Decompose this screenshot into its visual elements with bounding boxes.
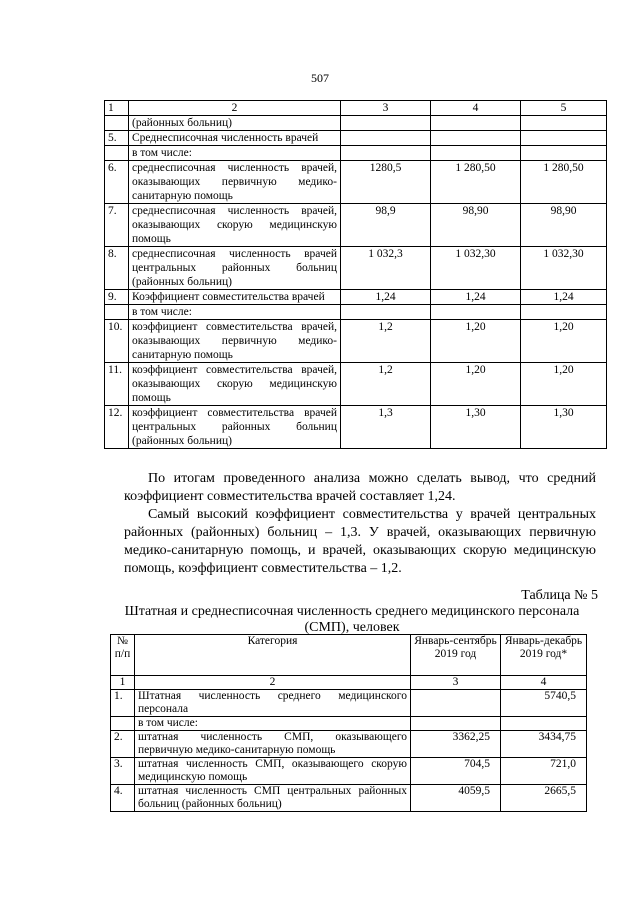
staff-table-doctors <box>104 100 607 449</box>
row-value: 1,24 <box>341 290 431 305</box>
table-title: Штатная и среднесписочная численность среднего медицинского персонала (СМП), человек <box>124 604 580 635</box>
row-value <box>431 116 521 131</box>
table-row <box>105 290 607 305</box>
row-category: Коэффициент совместительства врачей <box>129 290 341 305</box>
row-value: 4059,5 <box>411 785 501 812</box>
row-value: 1,20 <box>521 320 607 363</box>
header-category: Категория <box>135 635 411 676</box>
row-value <box>341 305 431 320</box>
conclusion-paragraph: По итогам проведенного анализа можно сделать вывод, что средний коэффициент совместительства врачей составляет 1,24. <box>124 471 596 504</box>
row-number <box>111 717 135 731</box>
row-category: среднесписочная численность врачей, оказывающих первичную медико-санитарную помощь <box>129 161 341 204</box>
row-value <box>521 131 607 146</box>
col-index: 4 <box>431 101 521 116</box>
col-index: 4 <box>501 676 587 690</box>
row-value <box>431 305 521 320</box>
row-value: 1,3 <box>341 406 431 449</box>
col-index: 2 <box>129 101 341 116</box>
row-value: 1 032,30 <box>521 247 607 290</box>
col-index: 1 <box>105 101 129 116</box>
row-value: 1,20 <box>431 320 521 363</box>
row-value: 5740,5 <box>501 690 587 717</box>
row-category: в том числе: <box>135 717 411 731</box>
row-number: 11. <box>105 363 129 406</box>
row-number <box>105 305 129 320</box>
row-value: 98,9 <box>341 204 431 247</box>
table-header-row <box>111 635 587 676</box>
row-value: 1 280,50 <box>431 161 521 204</box>
row-value: 98,90 <box>521 204 607 247</box>
table-row <box>105 116 607 131</box>
row-category: штатная численность СМП центральных районных больниц (районных больниц) <box>135 785 411 812</box>
row-value: 1,30 <box>431 406 521 449</box>
row-category: штатная численность СМП, оказывающего скорую медицинскую помощь <box>135 758 411 785</box>
row-value: 98,90 <box>431 204 521 247</box>
row-value <box>521 305 607 320</box>
row-number: 2. <box>111 731 135 758</box>
row-number <box>105 146 129 161</box>
table-row <box>105 204 607 247</box>
row-category: штатная численность СМП, оказывающего первичную медико-санитарную помощь <box>135 731 411 758</box>
table-row <box>111 785 587 812</box>
col-index: 3 <box>411 676 501 690</box>
row-number: 7. <box>105 204 129 247</box>
row-value: 1,20 <box>521 363 607 406</box>
row-value: 704,5 <box>411 758 501 785</box>
header-period-sep: Январь-сентябрь 2019 год <box>411 635 501 676</box>
table-number: Таблица № 5 <box>521 588 598 603</box>
table-row <box>111 758 587 785</box>
row-value: 2665,5 <box>501 785 587 812</box>
table-row <box>105 146 607 161</box>
row-value: 1 280,50 <box>521 161 607 204</box>
table-row <box>105 131 607 146</box>
row-value <box>411 690 501 717</box>
row-number: 4. <box>111 785 135 812</box>
row-number: 12. <box>105 406 129 449</box>
staff-table-nurses <box>110 634 587 812</box>
row-category: коэффициент совместительства врачей, оказывающих скорую медицинскую помощь <box>129 363 341 406</box>
row-value: 1 032,3 <box>341 247 431 290</box>
row-number <box>105 116 129 131</box>
row-value <box>411 717 501 731</box>
row-value: 1,2 <box>341 320 431 363</box>
row-category: Среднесписочная численность врачей <box>129 131 341 146</box>
table-header-row <box>105 101 607 116</box>
table-row <box>105 406 607 449</box>
row-value: 1280,5 <box>341 161 431 204</box>
row-category: в том числе: <box>129 305 341 320</box>
col-index: 2 <box>135 676 411 690</box>
col-index: 3 <box>341 101 431 116</box>
table-row <box>105 305 607 320</box>
col-index: 5 <box>521 101 607 116</box>
row-value <box>341 131 431 146</box>
row-category: в том числе: <box>129 146 341 161</box>
table-row <box>105 320 607 363</box>
header-number: № п/п <box>111 635 135 676</box>
row-value: 1 032,30 <box>431 247 521 290</box>
row-category: (районных больниц) <box>129 116 341 131</box>
row-value: 1,24 <box>521 290 607 305</box>
row-category: коэффициент совместительства врачей, оказывающих первичную медико-санитарную помощь <box>129 320 341 363</box>
table-row <box>111 690 587 717</box>
row-number: 5. <box>105 131 129 146</box>
row-value <box>521 116 607 131</box>
row-category: среднесписочная численность врачей центральных районных больниц (районных больниц) <box>129 247 341 290</box>
row-number: 6. <box>105 161 129 204</box>
table-row <box>111 731 587 758</box>
row-number: 8. <box>105 247 129 290</box>
row-value: 1,2 <box>341 363 431 406</box>
row-value: 721,0 <box>501 758 587 785</box>
row-value: 1,30 <box>521 406 607 449</box>
row-value: 3434,75 <box>501 731 587 758</box>
row-category: коэффициент совместительства врачей центральных районных больниц (районных больниц) <box>129 406 341 449</box>
row-number: 10. <box>105 320 129 363</box>
analysis-paragraph: Самый высокий коэффициент совместительства у врачей центральных районных (районных) больниц – 1,3. У врачей, оказывающих первичную медико-санитарную помощь, и врачей, оказывающих скорую медицинскую помощь, коэффициент совместительства – 1,2. <box>124 507 596 576</box>
row-value <box>431 131 521 146</box>
row-number: 3. <box>111 758 135 785</box>
row-category: Штатная численность среднего медицинского персонала <box>135 690 411 717</box>
page-number: 507 <box>311 71 329 85</box>
row-value: 1,24 <box>431 290 521 305</box>
row-value <box>341 116 431 131</box>
table-row <box>105 161 607 204</box>
row-value: 1,20 <box>431 363 521 406</box>
table-index-row <box>111 676 587 690</box>
row-value: 3362,25 <box>411 731 501 758</box>
row-value <box>521 146 607 161</box>
row-value <box>341 146 431 161</box>
row-number: 9. <box>105 290 129 305</box>
table-row <box>105 247 607 290</box>
table-row <box>111 717 587 731</box>
row-number: 1. <box>111 690 135 717</box>
header-period-dec: Январь-декабрь 2019 год* <box>501 635 587 676</box>
col-index: 1 <box>111 676 135 690</box>
row-category: среднесписочная численность врачей, оказывающих скорую медицинскую помощь <box>129 204 341 247</box>
row-value <box>431 146 521 161</box>
row-value <box>501 717 587 731</box>
table-row <box>105 363 607 406</box>
